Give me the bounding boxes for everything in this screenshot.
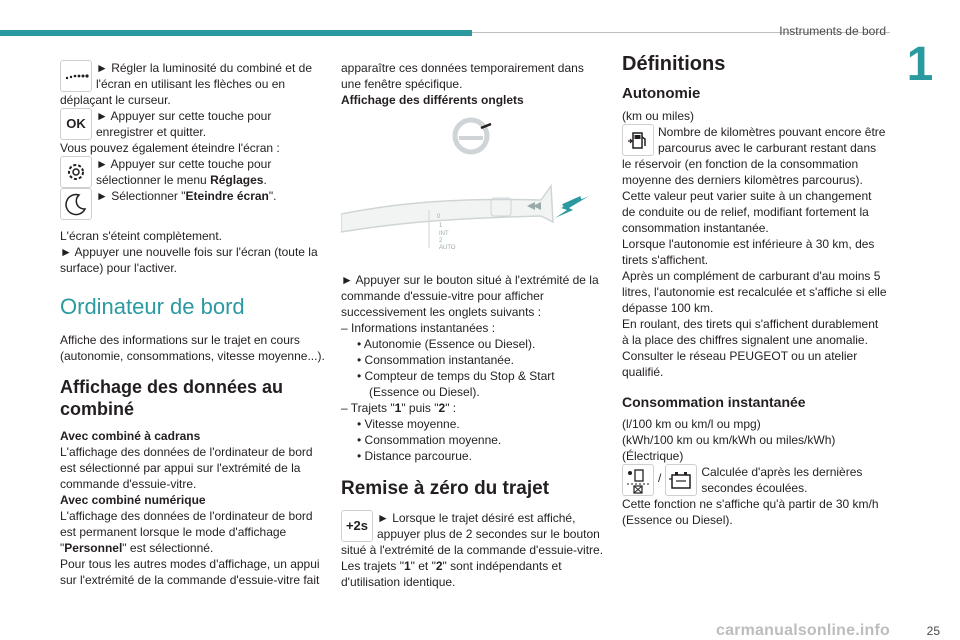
svg-text:AUTO: AUTO xyxy=(439,245,456,251)
list-trip-item: • Distance parcourue. xyxy=(357,449,472,463)
autonomie-text-5: En roulant, des tirets qui s'affichent durablement à la place des chiffres signalent une anomalie. Consulter le réseau PEUGEOT ou un atelier qualifié. xyxy=(622,317,879,379)
steering-wheel-icon xyxy=(455,120,491,152)
settings-text: ► Appuyer sur cette touche pour sélectionner le menu Réglages. xyxy=(96,157,272,187)
conso-unit-1: (l/100 km ou km/l ou mpg) xyxy=(622,417,761,431)
screen-off-intro: Vous pouvez également éteindre l'écran : xyxy=(60,141,280,155)
subsection-title-affichage: Affichage des données au combiné xyxy=(60,377,284,419)
autonomie-unit: (km ou miles) xyxy=(622,109,695,123)
page-number: 25 xyxy=(926,624,940,638)
list-instant-item: • Autonomie (Essence ou Diesel). xyxy=(357,337,536,351)
numerique-text-2: Pour tous les autres modes d'affichage, un appui sur l'extrémité de la commande d'essuie-vitre fait xyxy=(60,557,320,587)
column-2 xyxy=(341,60,606,590)
ok-icon: OK xyxy=(60,108,92,140)
reset-instruction xyxy=(341,510,606,558)
reset-title: Remise à zéro du trajet xyxy=(341,478,550,499)
press-button-text: ► Appuyer sur le bouton situé à l'extrémité de la commande d'essuie-vitre pour afficher successivement les onglets suivants : xyxy=(341,273,599,319)
battery-consumption-icon xyxy=(665,464,697,496)
list-instant-item: • Consommation instantanée. xyxy=(357,353,514,367)
wiper-stalk-drawing xyxy=(341,186,553,251)
plus-2s-icon: +2s xyxy=(341,510,373,542)
wiper-stalk-illustration xyxy=(341,114,606,264)
ok-text: ► Appuyer sur cette touche pour enregistrer et quitter. xyxy=(96,109,272,139)
moon-icon xyxy=(60,188,92,220)
conso-unit-2: (kWh/100 km ou km/kWh ou miles/kWh) xyxy=(622,433,836,447)
conso-text: Calculée d'après les dernières secondes écoulées. xyxy=(701,465,863,495)
conso-unit-3: (Électrique) xyxy=(622,449,684,463)
conso-definition xyxy=(622,464,887,496)
numerique-text: L'affichage des données de l'ordinateur de bord est permanent lorsque le mode d'affichage "Personnel" est sélectionné. xyxy=(60,509,313,555)
header-title: Instruments de bord xyxy=(779,24,886,38)
brightness-instruction xyxy=(60,60,325,92)
col2-continuation: apparaître ces données temporairement dans une fenêtre spécifique. xyxy=(341,61,584,91)
numerique-title: Avec combiné numérique xyxy=(60,493,206,507)
cadrans-title: Avec combiné à cadrans xyxy=(60,429,201,443)
fuel-pump-icon xyxy=(622,124,654,156)
conso-slash: / xyxy=(658,471,662,485)
reset-text-2: Les trajets "1" et "2" sont indépendants et d'utilisation identique. xyxy=(341,559,562,589)
list-instant-item: • Compteur de temps du Stop & Start (Essence ou Diesel). xyxy=(357,369,555,399)
brightness-icon xyxy=(60,60,92,92)
gear-icon xyxy=(60,156,92,188)
list-trip-item: • Vitesse moyenne. xyxy=(357,417,460,431)
list-instant-title: – Informations instantanées : xyxy=(341,321,496,335)
onglets-title: Affichage des différents onglets xyxy=(341,93,524,107)
svg-text:1: 1 xyxy=(439,223,443,229)
list-trip-item: • Consommation moyenne. xyxy=(357,433,502,447)
header-accent-bar xyxy=(0,30,472,36)
column-3 xyxy=(622,53,887,528)
screen-off-text: ► Sélectionner "Eteindre écran". xyxy=(96,189,277,203)
autonomie-text-3: Lorsque l'autonomie est inférieure à 30 km, des tirets s'affichent. xyxy=(622,237,875,267)
brightness-text-end: déplaçant le curseur. xyxy=(60,93,171,107)
screen-off-instruction xyxy=(60,188,325,220)
svg-text:2: 2 xyxy=(439,238,443,244)
screen-off-result: L'écran s'éteint complètement. xyxy=(60,229,222,243)
settings-instruction xyxy=(60,156,325,188)
svg-text:0: 0 xyxy=(437,214,441,220)
watermark: carmanualsonline.info xyxy=(716,622,891,639)
cadrans-text: L'affichage des données de l'ordinateur de bord est sélectionné par appui sur l'extrémité de la commande d'essuie-vitre. xyxy=(60,445,313,491)
autonomie-text-2: Cette valeur peut varier suite à un changement de conduite ou de relief, modifiant fortement la consommation instantanée. xyxy=(622,189,872,235)
conso-title: Consommation instantanée xyxy=(622,394,806,410)
definitions-title: Définitions xyxy=(622,53,726,75)
reset-text: ► Lorsque le trajet désiré est affiché, appuyer plus de 2 secondes sur le bouton situé à l'extrémité de la commande d'essuie-vitre. xyxy=(341,511,604,557)
section-intro: Affiche des informations sur le trajet en cours (autonomie, consommations, vitesse moyenne...). xyxy=(60,333,325,363)
list-trips-title: – Trajets "1" puis "2" : xyxy=(341,401,457,415)
autonomie-text: Nombre de kilomètres pouvant encore être parcourus avec le carburant restant dans le réservoir (en fonction de la consommation moyenne des derniers kilomètres parcourus). xyxy=(622,125,886,187)
pointer-arrow-icon xyxy=(555,196,589,218)
column-1 xyxy=(60,60,325,588)
svg-text:INT: INT xyxy=(439,231,449,237)
conso-text-2: Cette fonction ne s'affiche qu'à partir de 30 km/h (Essence ou Diesel). xyxy=(622,497,879,527)
instant-consumption-icon xyxy=(622,464,654,496)
autonomie-text-4: Après un complément de carburant d'au moins 5 litres, l'autonomie est recalculée et s'affiche si elle dépasse 100 km. xyxy=(622,269,887,315)
autonomie-definition xyxy=(622,124,887,188)
brightness-text: ► Régler la luminosité du combiné et de l'écran en utilisant les flèches ou en xyxy=(96,61,312,91)
ok-instruction xyxy=(60,108,325,140)
section-title-ordinateur: Ordinateur de bord xyxy=(60,294,245,319)
screen-on-text: ► Appuyer une nouvelle fois sur l'écran (toute la surface) pour l'activer. xyxy=(60,245,318,275)
autonomie-title: Autonomie xyxy=(622,85,701,102)
chapter-number: 1 xyxy=(906,38,934,91)
